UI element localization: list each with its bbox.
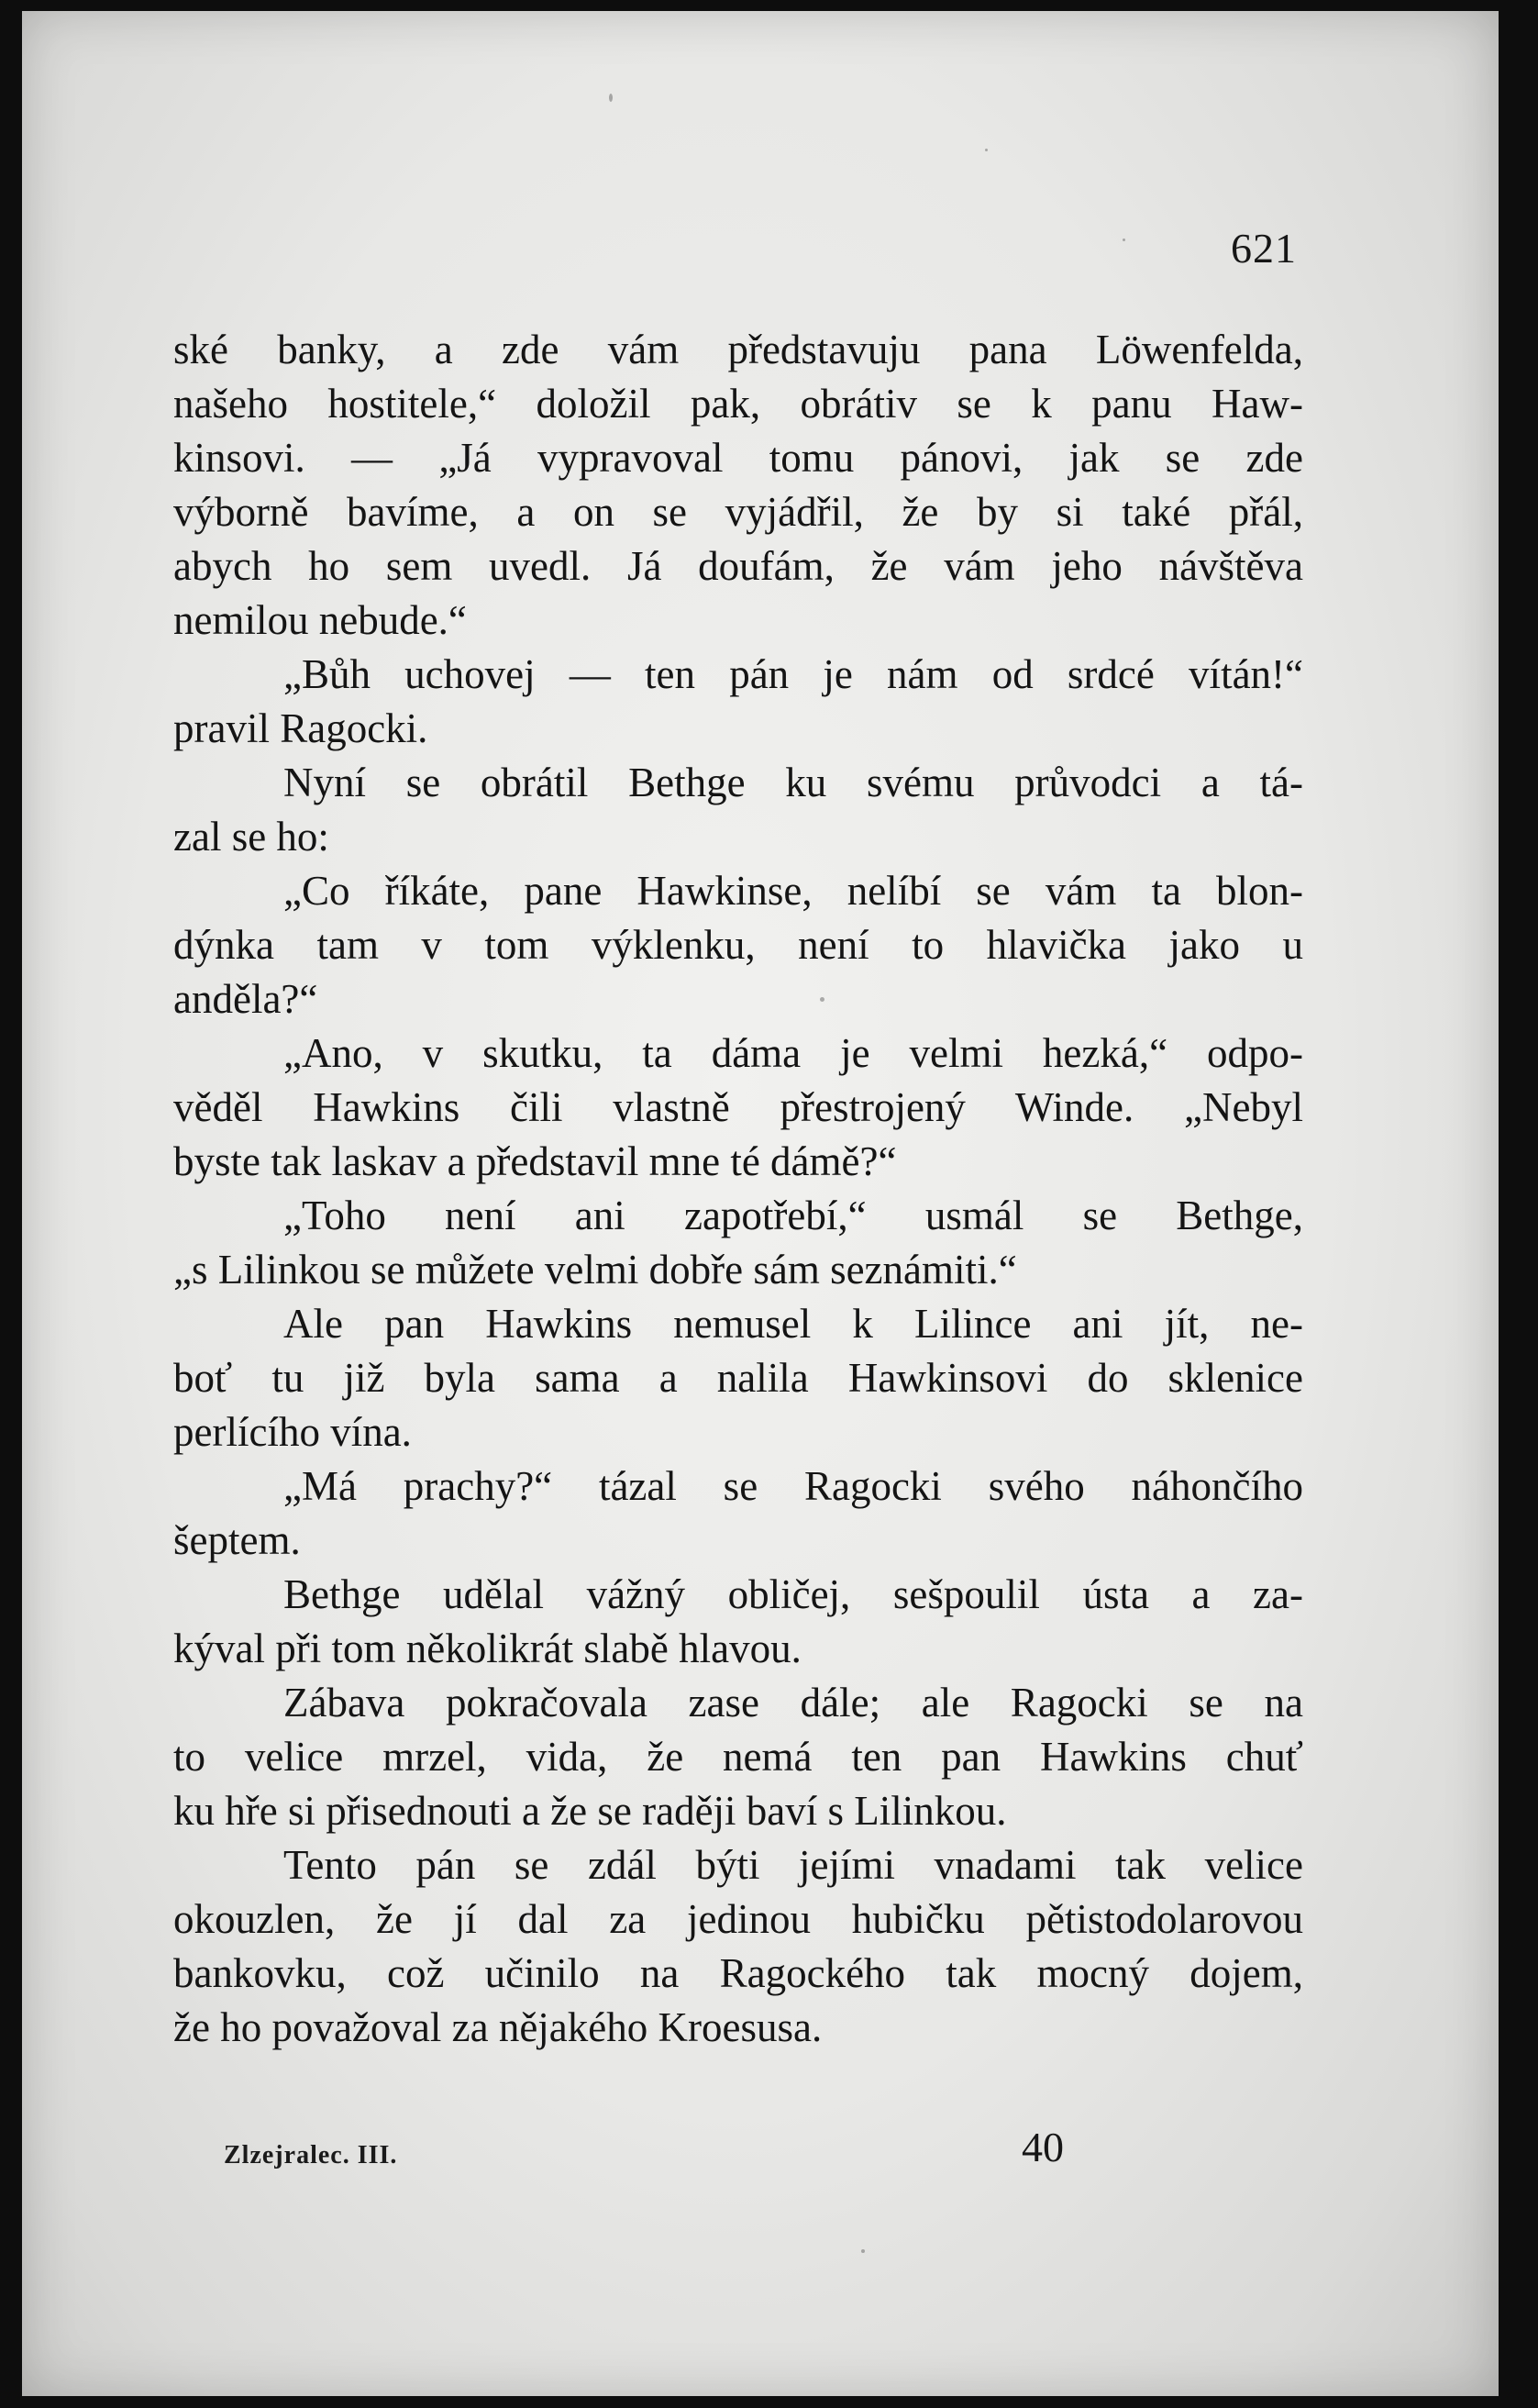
text-line: našeho hostitele,“ doložil pak, obrátiv se k panu Haw- xyxy=(173,381,1303,427)
paper-speck xyxy=(609,94,613,102)
text-line: že ho považoval za nějakého Kroesusa. xyxy=(173,2004,823,2050)
text-line: perlícího vína. xyxy=(173,1409,412,1455)
text-line: nemilou nebude.“ xyxy=(173,597,467,643)
text-line: „Bůh uchovej — ten pán je nám od srdcé vítán!“ xyxy=(283,651,1303,697)
text-line: byste tak laskav a představil mne té dámě?“ xyxy=(173,1138,897,1184)
text-line: abych ho sem uvedl. Já doufám, že vám jeho návštěva xyxy=(173,543,1303,589)
text-line: „s Lilinkou se můžete velmi dobře sám seznámiti.“ xyxy=(173,1247,1017,1293)
text-line: boť tu již byla sama a nalila Hawkinsovi do sklenice xyxy=(173,1355,1303,1401)
text-line: ské banky, a zde vám představuju pana Löwenfelda, xyxy=(173,327,1303,372)
text-line: Tento pán se zdál býti jejími vnadami tak velice xyxy=(283,1842,1303,1888)
text-line: okouzlen, že jí dal za jedinou hubičku pětistodolarovou xyxy=(173,1896,1303,1942)
text-line: Nyní se obrátil Bethge ku svému průvodci a tá- xyxy=(283,760,1303,805)
text-line: ku hře si přisednouti a že se raději baví s Lilinkou. xyxy=(173,1788,1007,1834)
text-line: „Ano, v skutku, ta dáma je velmi hezká,“ odpo- xyxy=(283,1030,1303,1076)
text-line: zal se ho: xyxy=(173,814,329,860)
text-line: Ale pan Hawkins nemusel k Lilince ani jít, ne- xyxy=(283,1301,1303,1347)
text-line: kinsovi. — „Já vypravoval tomu pánovi, jak se zde xyxy=(173,435,1303,481)
paper-speck xyxy=(861,2249,865,2253)
text-line: šeptem. xyxy=(173,1517,301,1563)
paper-speck xyxy=(1123,239,1125,241)
text-line: pravil Ragocki. xyxy=(173,705,428,751)
text-line: výborně bavíme, a on se vyjádřil, že by si také přál, xyxy=(173,489,1303,535)
body-text xyxy=(173,323,1303,2055)
text-line: Zábava pokračovala zase dále; ale Ragocki se na xyxy=(283,1680,1303,1726)
text-line: „Co říkáte, pane Hawkinse, nelíbí se vám ta blon- xyxy=(283,868,1303,914)
page-number: 621 xyxy=(1231,225,1297,272)
text-line: bankovku, což učinilo na Ragockého tak mocný dojem, xyxy=(173,1950,1303,1996)
text-line: Bethge udělal vážný obličej, sešpoulil ústa a za- xyxy=(283,1571,1303,1617)
text-line: kýval při tom několikrát slabě hlavou. xyxy=(173,1626,802,1671)
paper-speck xyxy=(985,149,988,151)
text-line: „Má prachy?“ tázal se Ragocki svého náhončího xyxy=(283,1463,1303,1509)
text-line: anděla?“ xyxy=(173,976,318,1022)
book-page xyxy=(22,11,1499,2396)
sheet-number: 40 xyxy=(1022,2124,1064,2170)
paper-speck xyxy=(820,997,824,1002)
text-line: dýnka tam v tom výklenku, není to hlavička jako u xyxy=(173,922,1303,968)
text-line: věděl Hawkins čili vlastně přestrojený Winde. „Nebyl xyxy=(173,1084,1303,1130)
text-line: to velice mrzel, vida, že nemá ten pan Hawkins chuť xyxy=(173,1734,1303,1780)
printer-signature: Zlzejralec. III. xyxy=(224,2141,398,2169)
text-line: „Toho není ani zapotřebí,“ usmál se Bethge, xyxy=(283,1193,1303,1238)
